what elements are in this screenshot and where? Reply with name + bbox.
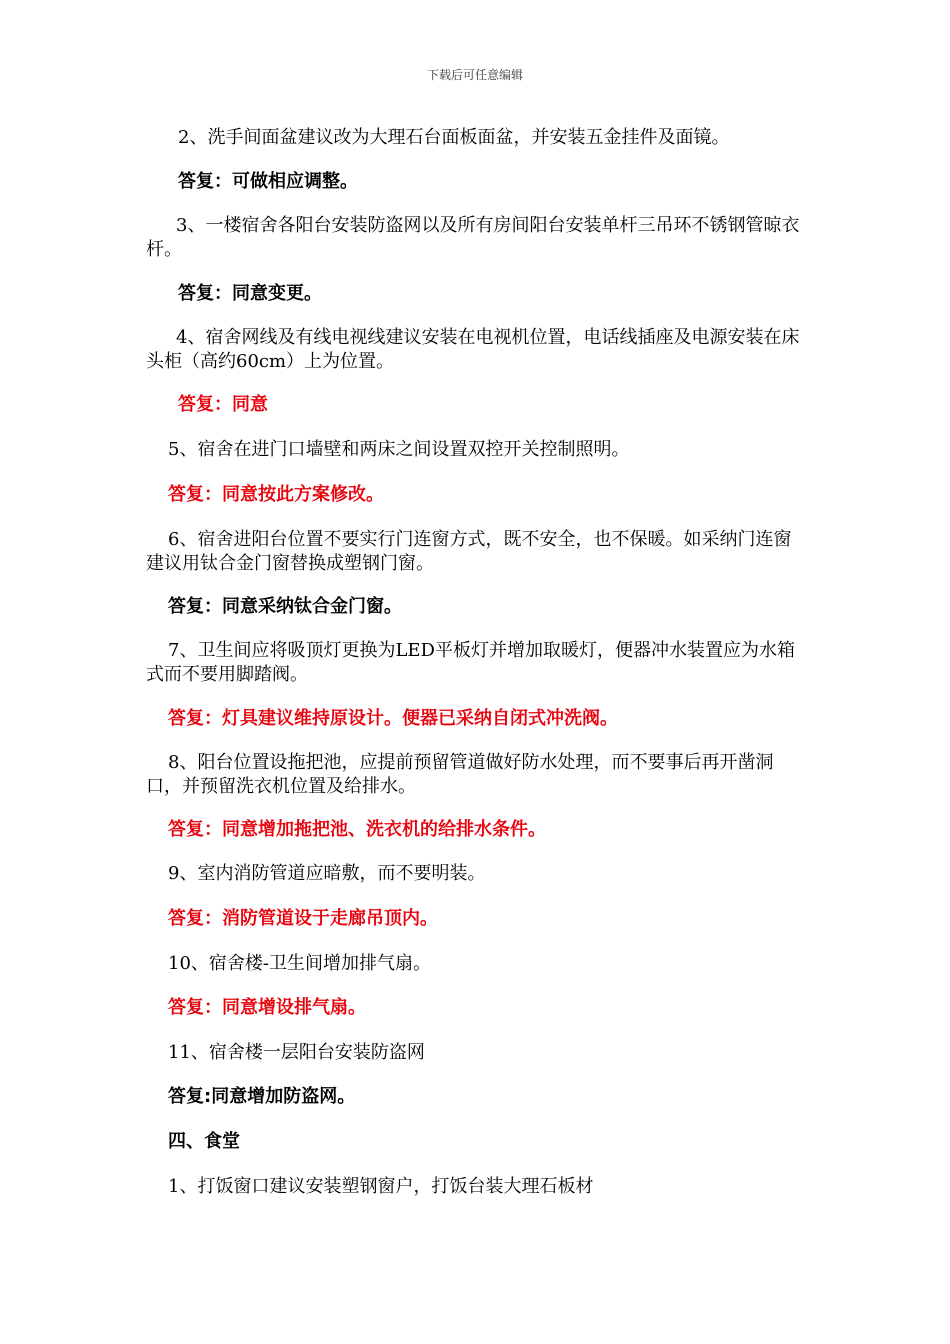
answer-5: 答复：同意按此方案修改。 — [168, 484, 384, 505]
section-item-1: 1、打饭窗口建议安装塑钢窗户，打饭台装大理石板材 — [168, 1176, 594, 1197]
answer-11: 答复:同意增加防盗网。 — [168, 1086, 356, 1107]
answer-3: 答复：同意变更。 — [178, 283, 322, 304]
question-7: 7、卫生间应将吸顶灯更换为LED平板灯并增加取暖灯，便器冲水装置应为水箱式而不要用脚踏阀。 — [146, 640, 795, 685]
answer-7: 答复：灯具建议维持原设计。便器已采纳自闭式冲洗阀。 — [168, 708, 618, 729]
answer-6: 答复：同意采纳钛合金门窗。 — [168, 596, 402, 617]
section-heading: 四、食堂 — [168, 1131, 240, 1152]
answer-2: 答复：可做相应调整。 — [178, 171, 358, 192]
question-2: 2、洗手间面盆建议改为大理石台面板面盆，并安装五金挂件及面镜。 — [178, 127, 730, 148]
answer-4: 答复：同意 — [178, 394, 268, 415]
page-header: 下载后可任意编辑 — [426, 68, 523, 82]
question-3: 3、一楼宿舍各阳台安装防盗网以及所有房间阳台安装单杆三吊环不锈钢管晾衣杆。 — [146, 215, 800, 260]
question-6: 6、宿舍进阳台位置不要实行门连窗方式，既不安全，也不保暖。如采纳门连窗建议用钛合金门窗替换成塑钢门窗。 — [146, 529, 792, 574]
question-9: 9、室内消防管道应暗敷，而不要明装。 — [168, 863, 486, 884]
answer-8: 答复：同意增加拖把池、洗衣机的给排水条件。 — [168, 819, 546, 840]
answer-9: 答复：消防管道设于走廊吊顶内。 — [168, 908, 438, 929]
question-11: 11、宿舍楼一层阳台安装防盗网 — [168, 1042, 425, 1063]
question-5: 5、宿舍在进门口墙壁和两床之间设置双控开关控制照明。 — [168, 439, 630, 460]
question-8: 8、阳台位置设拖把池，应提前预留管道做好防水处理，而不要事后再开凿洞口，并预留洗衣机位置及给排水。 — [146, 752, 774, 797]
question-4: 4、宿舍网线及有线电视线建议安装在电视机位置，电话线插座及电源安装在床头柜（高约60cm）上为位置。 — [146, 327, 800, 372]
question-10: 10、宿舍楼-卫生间增加排气扇。 — [168, 953, 431, 974]
answer-10: 答复：同意增设排气扇。 — [168, 997, 366, 1018]
